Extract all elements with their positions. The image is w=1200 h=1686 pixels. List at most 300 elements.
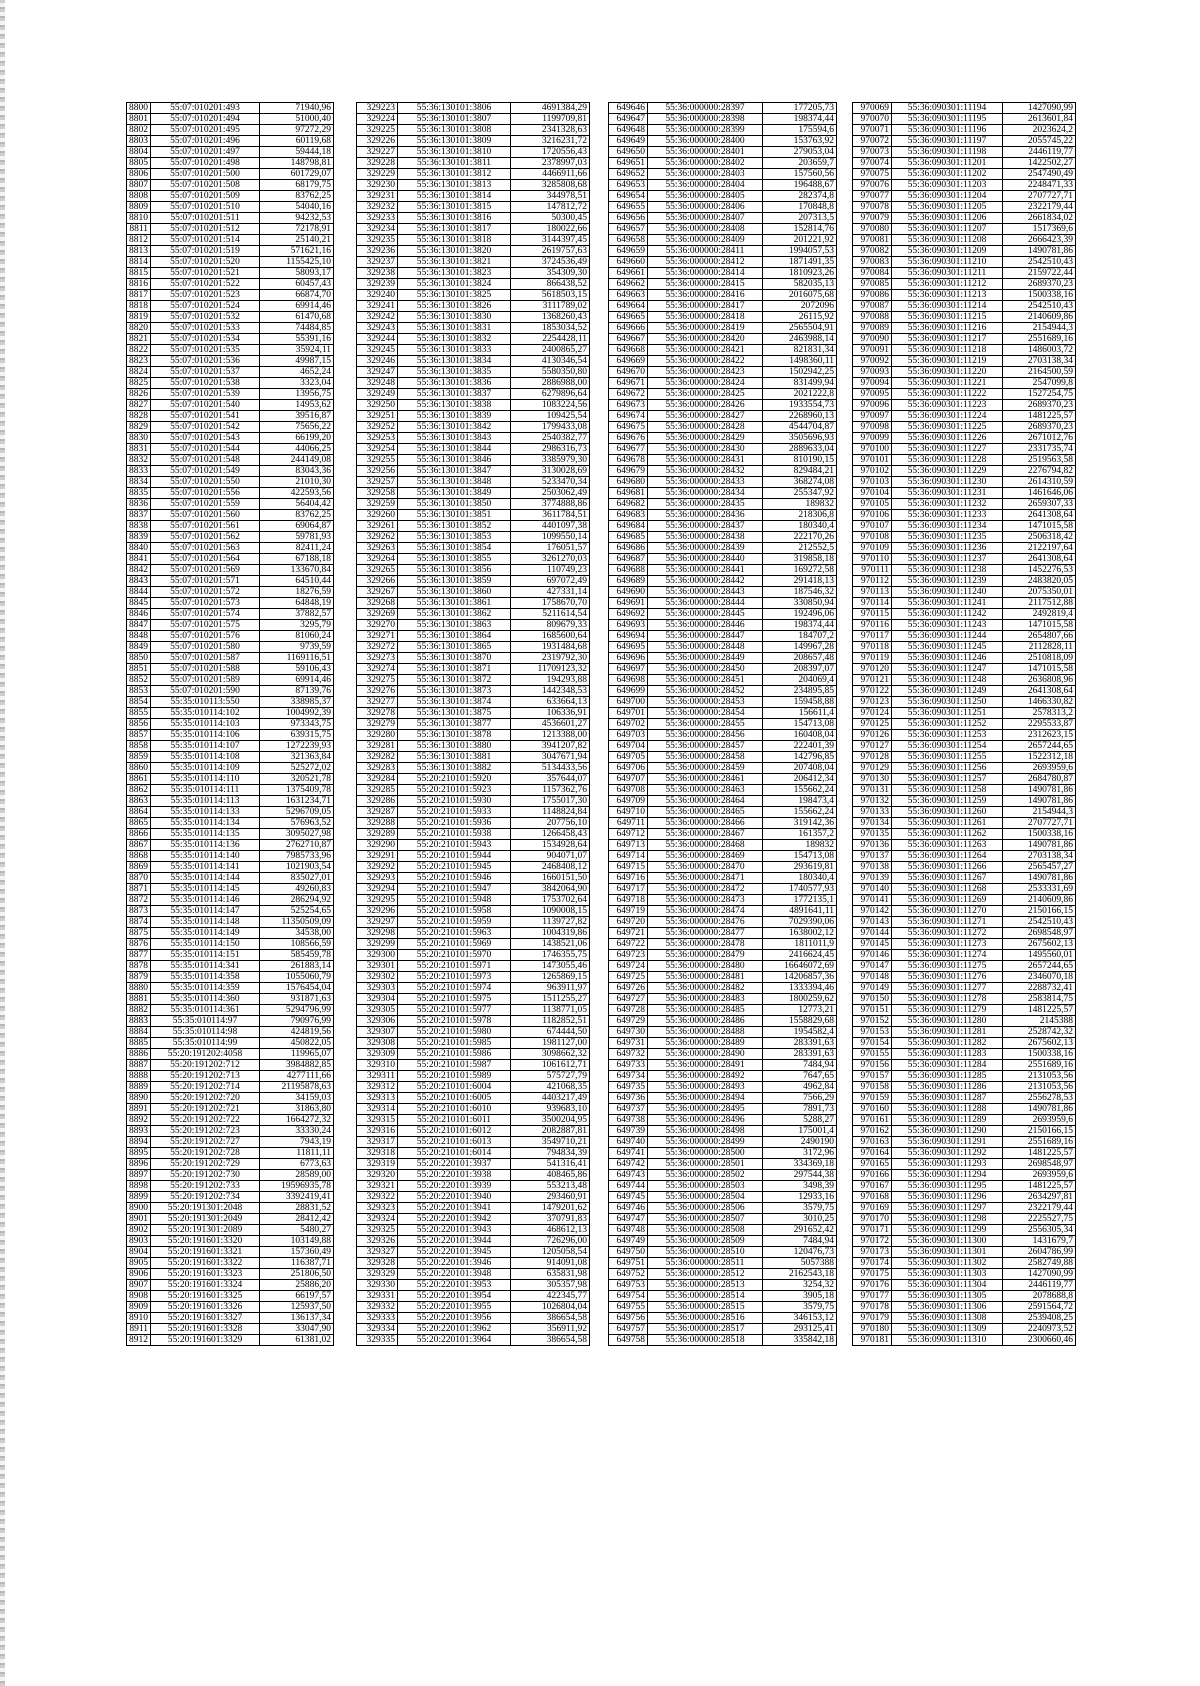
cadastral-number: 55:35:010114:134	[151, 818, 260, 829]
table-row	[853, 1214, 1076, 1225]
cadastral-value: 1495560,01	[1003, 950, 1076, 961]
cadastral-number: 55:36:130101:3852	[398, 521, 511, 532]
row-number: 329290	[357, 840, 398, 851]
row-number: 8864	[127, 807, 151, 818]
table-row	[609, 477, 837, 488]
row-number: 649677	[609, 444, 648, 455]
cadastral-number: 55:20:220101:3948	[398, 1269, 511, 1280]
cadastral-value: 7029390,06	[763, 917, 837, 928]
table-row	[853, 994, 1076, 1005]
row-number: 329332	[357, 1302, 398, 1313]
cadastral-number: 55:20:210101:5973	[398, 972, 511, 983]
table-row	[127, 1192, 334, 1203]
cadastral-value: 2654807,66	[1003, 631, 1076, 642]
row-number: 649730	[609, 1027, 648, 1038]
cadastral-number: 55:36:130101:3824	[398, 279, 511, 290]
cadastral-number: 55:36:130101:3817	[398, 224, 511, 235]
table-row	[853, 367, 1076, 378]
table-row	[357, 543, 590, 554]
table-row	[127, 389, 334, 400]
table-row	[127, 400, 334, 411]
cadastral-value: 261883,14	[260, 961, 334, 972]
table-row	[127, 246, 334, 257]
row-number: 329315	[357, 1115, 398, 1126]
table-row	[357, 862, 590, 873]
row-number: 8857	[127, 730, 151, 741]
cadastral-value: 34538,00	[260, 928, 334, 939]
row-number: 329235	[357, 235, 398, 246]
table-row	[127, 532, 334, 543]
row-number: 329281	[357, 741, 398, 752]
cadastral-value: 83043,36	[260, 466, 334, 477]
cadastral-number: 55:20:210101:5936	[398, 818, 511, 829]
row-number: 970169	[853, 1203, 892, 1214]
table-row	[609, 103, 837, 114]
table-row	[609, 994, 837, 1005]
table-row	[853, 1291, 1076, 1302]
cadastral-value: 408465,86	[511, 1170, 590, 1181]
cadastral-value: 54040,16	[260, 202, 334, 213]
cadastral-number: 55:20:210101:5977	[398, 1005, 511, 1016]
cadastral-number: 55:36:090301:11195	[892, 114, 1003, 125]
cadastral-value: 148798,81	[260, 158, 334, 169]
table-row	[853, 576, 1076, 587]
row-number: 970090	[853, 334, 892, 345]
cadastral-value: 7943,19	[260, 1137, 334, 1148]
table-row	[853, 180, 1076, 191]
cadastral-value: 161357,2	[763, 829, 837, 840]
row-number: 649709	[609, 796, 648, 807]
row-number: 649749	[609, 1236, 648, 1247]
cadastral-number: 55:36:000000:28466	[648, 818, 763, 829]
row-number: 649716	[609, 873, 648, 884]
cadastral-number: 55:35:010114:135	[151, 829, 260, 840]
cadastral-value: 2889633,04	[763, 444, 837, 455]
table-row	[127, 257, 334, 268]
cadastral-value: 2675602,13	[1003, 1038, 1076, 1049]
row-number: 329253	[357, 433, 398, 444]
table-row	[357, 1005, 590, 1016]
cadastral-number: 55:36:000000:28419	[648, 323, 763, 334]
row-number: 8811	[127, 224, 151, 235]
row-number: 970176	[853, 1280, 892, 1291]
cadastral-number: 55:36:000000:28501	[648, 1159, 763, 1170]
row-number: 329295	[357, 895, 398, 906]
cadastral-number: 55:07:010201:522	[151, 279, 260, 290]
cadastral-number: 55:20:210101:5959	[398, 917, 511, 928]
cadastral-value: 291418,13	[763, 576, 837, 587]
cadastral-value: 39516,87	[260, 411, 334, 422]
cadastral-value: 321363,84	[260, 752, 334, 763]
cadastral-value: 2131053,56	[1003, 1071, 1076, 1082]
cadastral-number: 55:36:000000:28468	[648, 840, 763, 851]
cadastral-number: 55:20:191601:3327	[151, 1313, 260, 1324]
cadastral-number: 55:36:090301:11205	[892, 202, 1003, 213]
table-row	[127, 1269, 334, 1280]
row-number: 329299	[357, 939, 398, 950]
cadastral-value: 2490190	[763, 1137, 837, 1148]
cadastral-number: 55:20:191202:721	[151, 1104, 260, 1115]
cadastral-value: 1055060,79	[260, 972, 334, 983]
cadastral-value: 282374,8	[763, 191, 837, 202]
cadastral-value: 1810923,26	[763, 268, 837, 279]
table-row	[853, 1258, 1076, 1269]
table-row	[609, 983, 837, 994]
cadastral-number: 55:36:090301:11213	[892, 290, 1003, 301]
cadastral-number: 55:20:191202:714	[151, 1082, 260, 1093]
row-number: 649744	[609, 1181, 648, 1192]
table-row	[357, 631, 590, 642]
cadastral-value: 2666423,39	[1003, 235, 1076, 246]
table-row	[357, 400, 590, 411]
cadastral-value: 1740577,93	[763, 884, 837, 895]
row-number: 970073	[853, 147, 892, 158]
cadastral-value: 9739,59	[260, 642, 334, 653]
cadastral-value: 44066,25	[260, 444, 334, 455]
row-number: 649697	[609, 664, 648, 675]
table-row	[357, 477, 590, 488]
cadastral-value: 14206857,36	[763, 972, 837, 983]
row-number: 970144	[853, 928, 892, 939]
cadastral-value: 3295,79	[260, 620, 334, 631]
cadastral-number: 55:36:000000:28398	[648, 114, 763, 125]
row-number: 970072	[853, 136, 892, 147]
row-number: 329273	[357, 653, 398, 664]
table-row	[357, 114, 590, 125]
table-row	[127, 1291, 334, 1302]
row-number: 970094	[853, 378, 892, 389]
cadastral-value: 2707727,71	[1003, 818, 1076, 829]
row-number: 649724	[609, 961, 648, 972]
row-number: 649729	[609, 1016, 648, 1027]
row-number: 970138	[853, 862, 892, 873]
row-number: 329244	[357, 334, 398, 345]
cadastral-value: 305357,98	[511, 1280, 590, 1291]
cadastral-number: 55:36:090301:11196	[892, 125, 1003, 136]
table-row	[609, 411, 837, 422]
row-number: 329317	[357, 1137, 398, 1148]
cadastral-number: 55:36:090301:11203	[892, 180, 1003, 191]
cadastral-value: 6773,63	[260, 1159, 334, 1170]
table-row	[127, 477, 334, 488]
row-number: 649653	[609, 180, 648, 191]
row-number: 329321	[357, 1181, 398, 1192]
table-row	[127, 741, 334, 752]
row-number: 8895	[127, 1148, 151, 1159]
cadastral-value: 180340,4	[763, 521, 837, 532]
row-number: 649657	[609, 224, 648, 235]
table-row	[853, 851, 1076, 862]
table-row	[853, 1071, 1076, 1082]
cadastral-number: 55:36:000000:28478	[648, 939, 763, 950]
table-row	[609, 499, 837, 510]
table-row	[853, 1280, 1076, 1291]
row-number: 329297	[357, 917, 398, 928]
cadastral-value: 2072096	[763, 301, 837, 312]
cadastral-number: 55:36:090301:11286	[892, 1082, 1003, 1093]
table-row	[357, 961, 590, 972]
row-number: 649663	[609, 290, 648, 301]
cadastral-value: 110749,23	[511, 565, 590, 576]
cadastral-value: 914091,08	[511, 1258, 590, 1269]
table-row	[127, 213, 334, 224]
row-number: 649750	[609, 1247, 648, 1258]
cadastral-value: 5480,27	[260, 1225, 334, 1236]
table-row	[357, 917, 590, 928]
cadastral-value: 5057388	[763, 1258, 837, 1269]
row-number: 649714	[609, 851, 648, 862]
row-number: 329319	[357, 1159, 398, 1170]
row-number: 649698	[609, 675, 648, 686]
table-row	[853, 488, 1076, 499]
cadastral-number: 55:36:000000:28420	[648, 334, 763, 345]
cadastral-value: 34159,03	[260, 1093, 334, 1104]
row-number: 8846	[127, 609, 151, 620]
table-row	[853, 257, 1076, 268]
cadastral-number: 55:36:090301:11255	[892, 752, 1003, 763]
table-row	[609, 1104, 837, 1115]
cadastral-value: 3611784,51	[511, 510, 590, 521]
cadastral-number: 55:36:000000:28405	[648, 191, 763, 202]
cadastral-number: 55:07:010201:524	[151, 301, 260, 312]
row-number: 8860	[127, 763, 151, 774]
table-row	[609, 1236, 837, 1247]
table-row	[609, 444, 837, 455]
table-row	[853, 268, 1076, 279]
table-row	[853, 1126, 1076, 1137]
cadastral-number: 55:36:130101:3871	[398, 664, 511, 675]
table-row	[357, 268, 590, 279]
row-number: 8878	[127, 961, 151, 972]
cadastral-number: 55:36:000000:28511	[648, 1258, 763, 1269]
cadastral-number: 55:36:000000:28494	[648, 1093, 763, 1104]
cadastral-number: 55:35:010114:358	[151, 972, 260, 983]
cadastral-value: 33047,90	[260, 1324, 334, 1335]
cadastral-number: 55:20:191202:712	[151, 1060, 260, 1071]
table-row	[357, 763, 590, 774]
row-number: 329252	[357, 422, 398, 433]
cadastral-number: 55:20:210101:5945	[398, 862, 511, 873]
table-row	[609, 400, 837, 411]
cadastral-number: 55:07:010201:543	[151, 433, 260, 444]
cadastral-value: 1375409,78	[260, 785, 334, 796]
cadastral-number: 55:20:191601:3324	[151, 1280, 260, 1291]
cadastral-number: 55:07:010201:587	[151, 653, 260, 664]
cadastral-number: 55:36:000000:28517	[648, 1324, 763, 1335]
cadastral-value: 2698548,97	[1003, 1159, 1076, 1170]
cadastral-number: 55:35:010114:359	[151, 983, 260, 994]
cadastral-value: 829484,21	[763, 466, 837, 477]
table-row	[357, 1038, 590, 1049]
row-number: 8884	[127, 1027, 151, 1038]
cadastral-value: 2657244,65	[1003, 961, 1076, 972]
cadastral-number: 55:20:210101:5943	[398, 840, 511, 851]
table-row	[357, 554, 590, 565]
table-row	[127, 697, 334, 708]
cadastral-value: 18276,59	[260, 587, 334, 598]
cadastral-value: 198374,44	[763, 620, 837, 631]
table-row	[609, 257, 837, 268]
cadastral-number: 55:07:010201:532	[151, 312, 260, 323]
cadastral-value: 1169116,51	[260, 653, 334, 664]
cadastral-value: 1090008,15	[511, 906, 590, 917]
cadastral-value: 5233470,34	[511, 477, 590, 488]
cadastral-number: 55:36:090301:11296	[892, 1192, 1003, 1203]
cadastral-value: 1427090,99	[1003, 1269, 1076, 1280]
table-row	[357, 235, 590, 246]
cadastral-value: 1755017,30	[511, 796, 590, 807]
table-row	[357, 312, 590, 323]
table-row	[357, 1236, 590, 1247]
row-number: 8826	[127, 389, 151, 400]
cadastral-value: 25140,21	[260, 235, 334, 246]
table-row	[127, 961, 334, 972]
row-number: 329304	[357, 994, 398, 1005]
cadastral-number: 55:07:010201:512	[151, 224, 260, 235]
row-number: 649752	[609, 1269, 648, 1280]
cadastral-value: 582035,13	[763, 279, 837, 290]
cadastral-number: 55:36:000000:28488	[648, 1027, 763, 1038]
cadastral-value: 75656,22	[260, 422, 334, 433]
row-number: 649757	[609, 1324, 648, 1335]
cadastral-value: 291652,42	[763, 1225, 837, 1236]
cadastral-number: 55:36:000000:28472	[648, 884, 763, 895]
cadastral-value: 1981127,00	[511, 1038, 590, 1049]
cadastral-value: 2703138,34	[1003, 851, 1076, 862]
table-row	[853, 697, 1076, 708]
row-number: 329230	[357, 180, 398, 191]
cadastral-number: 55:35:010114:147	[151, 906, 260, 917]
row-number: 329287	[357, 807, 398, 818]
row-number: 649687	[609, 554, 648, 565]
cadastral-number: 55:20:220101:3954	[398, 1291, 511, 1302]
cadastral-number: 55:36:000000:28458	[648, 752, 763, 763]
cadastral-number: 55:35:010114:145	[151, 884, 260, 895]
cadastral-number: 55:36:000000:28459	[648, 763, 763, 774]
table-row	[357, 1214, 590, 1225]
cadastral-value: 4130346,54	[511, 356, 590, 367]
cadastral-value: 726296,00	[511, 1236, 590, 1247]
cadastral-number: 55:36:130101:3812	[398, 169, 511, 180]
cadastral-value: 2689370,23	[1003, 279, 1076, 290]
cadastral-number: 55:07:010201:539	[151, 389, 260, 400]
cadastral-number: 55:36:090301:11245	[892, 642, 1003, 653]
row-number: 649651	[609, 158, 648, 169]
cadastral-number: 55:36:000000:28440	[648, 554, 763, 565]
cadastral-value: 1500338,16	[1003, 829, 1076, 840]
table-row	[127, 378, 334, 389]
cadastral-number: 55:07:010201:535	[151, 345, 260, 356]
row-number: 8815	[127, 268, 151, 279]
cadastral-value: 6279896,64	[511, 389, 590, 400]
cadastral-number: 55:36:090301:11206	[892, 213, 1003, 224]
row-number: 8822	[127, 345, 151, 356]
table-row	[357, 1225, 590, 1236]
cadastral-value: 2288732,41	[1003, 983, 1076, 994]
table-row	[609, 1115, 837, 1126]
table-row	[853, 1269, 1076, 1280]
cadastral-number: 55:36:090301:11235	[892, 532, 1003, 543]
row-number: 970124	[853, 708, 892, 719]
cadastral-number: 55:36:090301:11293	[892, 1159, 1003, 1170]
row-number: 329229	[357, 169, 398, 180]
row-number: 649662	[609, 279, 648, 290]
cadastral-number: 55:36:090301:11220	[892, 367, 1003, 378]
cadastral-value: 973343,75	[260, 719, 334, 730]
table-row	[609, 1126, 837, 1137]
cadastral-value: 4691384,29	[511, 103, 590, 114]
cadastral-value: 212552,5	[763, 543, 837, 554]
cadastral-value: 2276794,82	[1003, 466, 1076, 477]
row-number: 329288	[357, 818, 398, 829]
table-row	[609, 532, 837, 543]
cadastral-number: 55:07:010201:559	[151, 499, 260, 510]
cadastral-number: 55:36:090301:11224	[892, 411, 1003, 422]
table-row	[853, 1005, 1076, 1016]
row-number: 649670	[609, 367, 648, 378]
row-number: 8850	[127, 653, 151, 664]
row-number: 8820	[127, 323, 151, 334]
table-row	[127, 609, 334, 620]
cadastral-value: 218306,8	[763, 510, 837, 521]
cadastral-number: 55:20:191202:722	[151, 1115, 260, 1126]
cadastral-number: 55:36:090301:11210	[892, 257, 1003, 268]
table-row	[127, 664, 334, 675]
cadastral-value: 293619,81	[763, 862, 837, 873]
table-row	[357, 1115, 590, 1126]
table-row	[357, 796, 590, 807]
row-number: 8817	[127, 290, 151, 301]
cadastral-value: 7566,29	[763, 1093, 837, 1104]
row-number: 970089	[853, 323, 892, 334]
cadastral-value: 357644,07	[511, 774, 590, 785]
cadastral-number: 55:36:000000:28479	[648, 950, 763, 961]
table-row	[609, 873, 837, 884]
row-number: 8874	[127, 917, 151, 928]
row-number: 329331	[357, 1291, 398, 1302]
cadastral-value: 3392419,41	[260, 1192, 334, 1203]
row-number: 970112	[853, 576, 892, 587]
row-number: 649720	[609, 917, 648, 928]
table-row	[609, 345, 837, 356]
row-number: 329335	[357, 1335, 398, 1346]
table-row	[853, 1049, 1076, 1060]
cadastral-number: 55:36:090301:11234	[892, 521, 1003, 532]
row-number: 8910	[127, 1313, 151, 1324]
cadastral-value: 2145388	[1003, 1016, 1076, 1027]
cadastral-value: 31863,80	[260, 1104, 334, 1115]
table-row	[357, 1126, 590, 1137]
parcel-table-3	[608, 102, 837, 1346]
table-row	[609, 851, 837, 862]
table-row	[127, 356, 334, 367]
row-number: 8841	[127, 554, 151, 565]
cadastral-number: 55:36:000000:28457	[648, 741, 763, 752]
cadastral-value: 1272239,93	[260, 741, 334, 752]
cadastral-number: 55:20:210101:5987	[398, 1060, 511, 1071]
cadastral-number: 55:20:191202:720	[151, 1093, 260, 1104]
cadastral-number: 55:07:010201:509	[151, 191, 260, 202]
cadastral-value: 1631234,71	[260, 796, 334, 807]
cadastral-number: 55:36:000000:28425	[648, 389, 763, 400]
cadastral-number: 55:07:010201:498	[151, 158, 260, 169]
cadastral-value: 2341328,63	[511, 125, 590, 136]
cadastral-number: 55:20:220101:3940	[398, 1192, 511, 1203]
cadastral-value: 68179,75	[260, 180, 334, 191]
table-row	[127, 807, 334, 818]
cadastral-value: 1800259,62	[763, 994, 837, 1005]
table-row	[357, 598, 590, 609]
